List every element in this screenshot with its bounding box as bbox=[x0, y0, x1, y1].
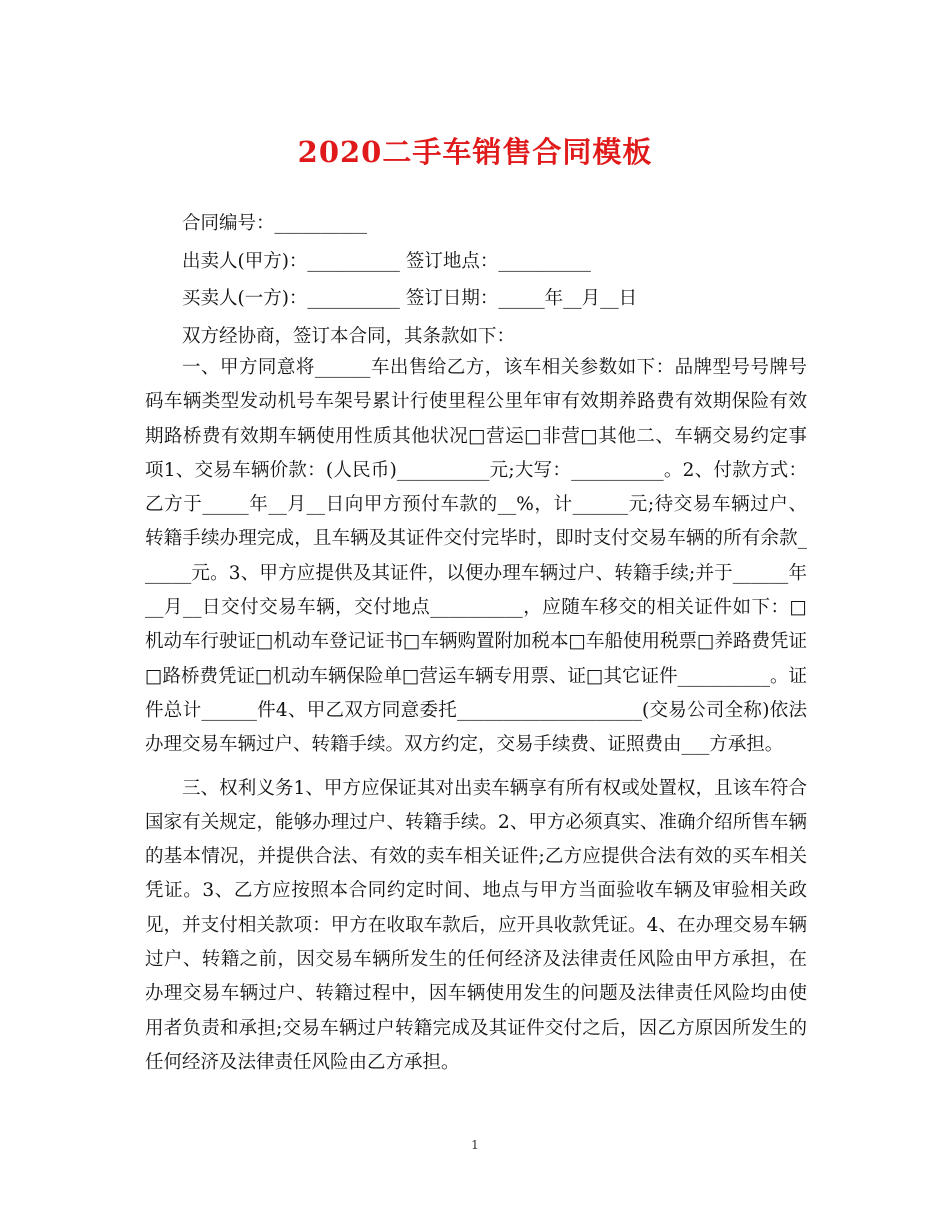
clause-rights-obligations: 三、权利义务1、甲方应保证其对出卖车辆享有所有权或处置权，且该车符合国家有关规定，能够办理过户、转籍手续。2、甲方必须真实、准确介绍所售车辆的基本情况，并提供合法、有效的卖车相关证件;乙方应提供合法有效的买车相关凭证。3、乙方应按照本合同约定时间、地点与甲方当面验收车辆及审验相关政见，并支付相关款项：甲方在收取车款后，应开具收款凭证。4、在办理交易车辆过户、转籍之前，因交易车辆所发生的任何经济及法律责任风险由甲方承担，在办理交易车辆过户、转籍过程中，因车辆使用发生的问题及法律责任风险均由使用者负责和承担;交易车辆过户转籍完成及其证件交付之后，因乙方原因所发生的任何经济及法律责任风险由乙方承担。 bbox=[145, 777, 807, 1073]
buyer-and-signing-date-line: 买卖人(一方)：__________ 签订日期：_____年__月__日 bbox=[182, 288, 638, 309]
contract-body bbox=[145, 351, 807, 1080]
clause-vehicle-transaction: 一、甲方同意将______车出售给乙方，该车相关参数如下：品牌型号号牌号码车辆类型发动机号车架号累计行使里程公里年审有效期养路费有效期保险有效期路桥费有效期车辆使用性质其他状况□营运□非营□其他二、车辆交易约定事项1、交易车辆价款：(人民币)__________元;大写：__________。2、付款方式：乙方于_____年__月__日向甲方预付车款的__%，计______元;待交易车辆过户、转籍手续办理完成，且车辆及其证件交付完毕时，即时支付交易车辆的所有余款______元。3、甲方应提供及其证件，以便办理车辆过户、转籍手续;并于______年__月__日交付交易车辆，交付地点__________，应随车移交的相关证件如下：□机动车行驶证□机动车登记证书□车辆购置附加税本□车船使用税票□养路费凭证□路桥费凭证□机动车辆保险单□营运车辆专用票、证□其它证件__________。证件总计______件4、甲乙双方同意委托____________________(交易公司全称)依法办理交易车辆过户、转籍手续。双方约定，交易手续费、证照费由___方承担。 bbox=[145, 357, 807, 756]
page-number: 1 bbox=[471, 1138, 479, 1152]
document-title: 2020二手车销售合同模板 bbox=[297, 135, 653, 169]
agreement-intro-line: 双方经协商，签订本合同，其条款如下： bbox=[182, 325, 516, 347]
contract-number-line: 合同编号：__________ bbox=[182, 213, 368, 234]
seller-and-signing-place-line: 出卖人(甲方)：__________ 签订地点：__________ bbox=[182, 250, 591, 272]
contract-header-fields bbox=[182, 205, 822, 355]
